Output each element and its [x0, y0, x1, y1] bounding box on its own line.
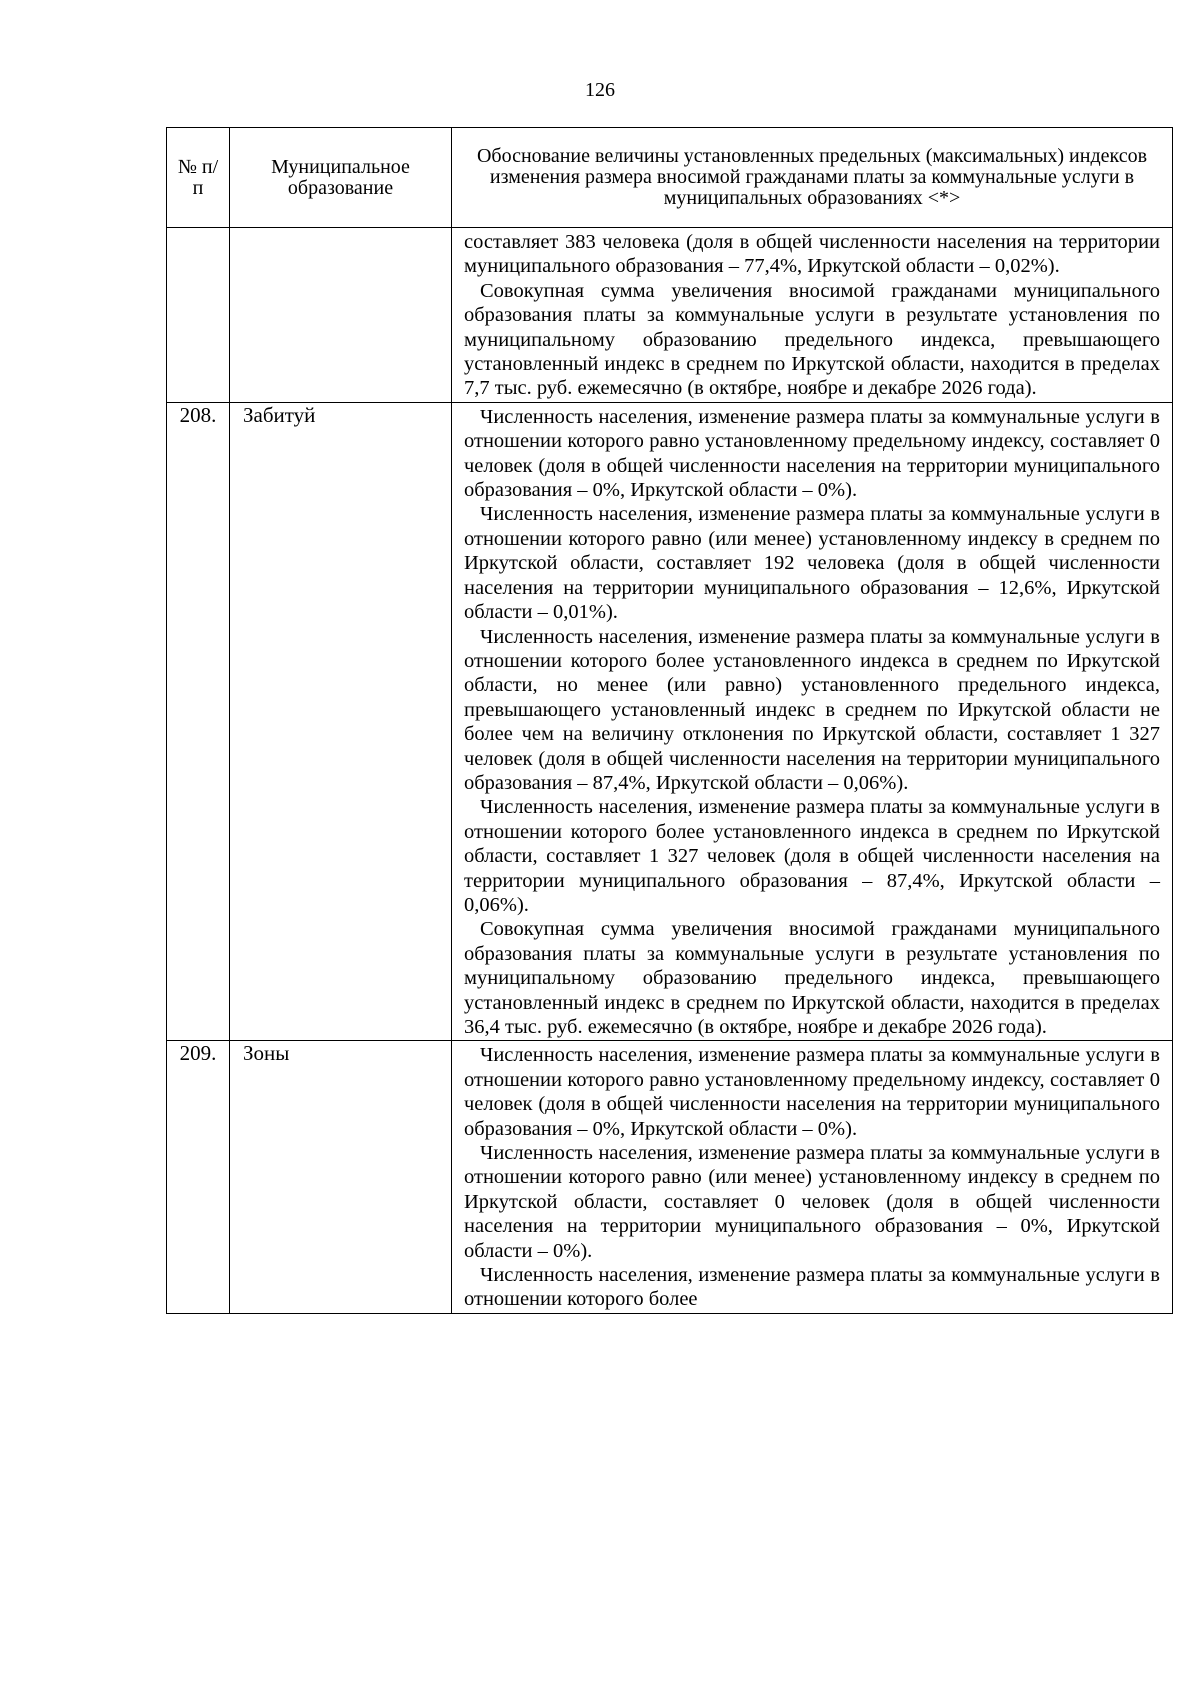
row-municipality: Зоны: [230, 1041, 452, 1313]
paragraph: Совокупная сумма увеличения вносимой гражданами муниципального образования платы за коммунальные услуги в результате установления по муниципальному образованию предельного индекса, превышающего установленный индекс в среднем по Иркутской области, находится в пределах 7,7 тыс. руб. ежемесячно (в октябре, ноябре и декабре 2026 года).: [464, 279, 1160, 400]
row-justification: [452, 402, 1173, 1041]
row-number: 208.: [167, 402, 230, 1041]
paragraph: Совокупная сумма увеличения вносимой гражданами муниципального образования платы за коммунальные услуги в результате установления по муниципальному образованию предельного индекса, превышающего установленный индекс в среднем по Иркутской области, находится в пределах 36,4 тыс. руб. ежемесячно (в октябре, ноябре и декабре 2026 года).: [464, 918, 1160, 1038]
row-number: [167, 228, 230, 403]
paragraph: Численность населения, изменение размера платы за коммунальные услуги в отношении которого более: [464, 1264, 1160, 1311]
paragraph: Численность населения, изменение размера платы за коммунальные услуги в отношении которого равно установленному предельному индексу, составляет 0 человек (доля в общей численности населения на территории муниципального образования – 0%, Иркутской области – 0%).: [464, 405, 1160, 502]
row-number: 209.: [167, 1041, 230, 1313]
table-header-row: [167, 128, 1173, 228]
tariff-index-table: [166, 127, 1173, 1314]
row-justification: [452, 228, 1173, 403]
table-row: [167, 402, 1173, 1041]
page-number: 126: [585, 79, 615, 101]
table-row: [167, 228, 1173, 403]
table-row: [167, 1041, 1173, 1313]
paragraph: составляет 383 человека (доля в общей численности населения на территории муниципального образования – 77,4%, Иркутской области – 0,02%).: [464, 231, 1160, 278]
row-municipality: Забитуй: [230, 402, 452, 1041]
paragraph: Численность населения, изменение размера платы за коммунальные услуги в отношении которого равно (или менее) установленному индексу в среднем по Иркутской области, составляет 192 человека (доля в общей численности населения на территории муниципального образования – 12,6%, Иркутской области – 0,01%).: [464, 503, 1160, 624]
paragraph: Численность населения, изменение размера платы за коммунальные услуги в отношении которого равно (или менее) установленному индексу в среднем по Иркутской области, составляет 0 человек (доля в общей численности населения на территории муниципального образования – 0%, Иркутской области – 0%).: [464, 1142, 1160, 1262]
row-justification: [452, 1041, 1173, 1313]
paragraph: Численность населения, изменение размера платы за коммунальные услуги в отношении которого более установленного индекса в среднем по Иркутской области, составляет 1 327 человек (доля в общей численности населения на территории муниципального образования – 87,4%, Иркутской области – 0,06%).: [464, 796, 1160, 916]
row-municipality: [230, 228, 452, 403]
paragraph: Численность населения, изменение размера платы за коммунальные услуги в отношении которого равно установленному предельному индексу, составляет 0 человек (доля в общей численности населения на территории муниципального образования – 0%, Иркутской области – 0%).: [464, 1044, 1160, 1140]
header-num: № п/п: [167, 128, 230, 228]
paragraph: Численность населения, изменение размера платы за коммунальные услуги в отношении которого более установленного индекса в среднем по Иркутской области, но менее (или равно) установленного предельного индекса, превышающего установленный индекс в среднем по Иркутской области не более чем на величину отклонения по Иркутской области, составляет 1 327 человек (доля в общей численности населения на территории муниципального образования – 87,4%, Иркутской области – 0,06%).: [464, 625, 1160, 794]
header-municipality: Муниципальное образование: [230, 128, 452, 228]
header-justification: Обоснование величины установленных предельных (максимальных) индексов изменения размера вносимой гражданами платы за коммунальные услуги в муниципальных образованиях <*>: [452, 128, 1173, 228]
